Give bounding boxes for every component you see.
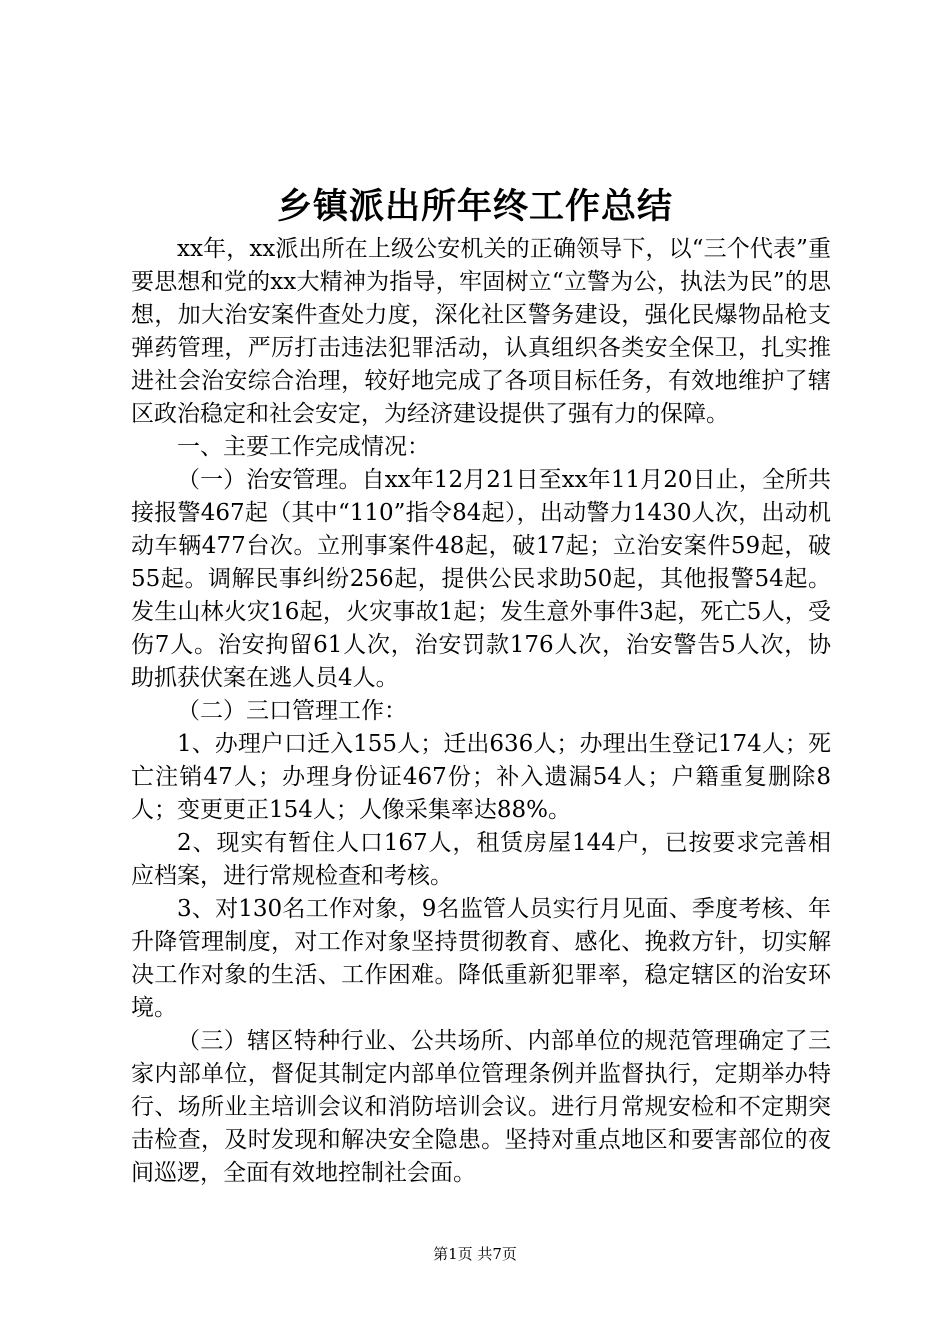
paragraph-supervision: 3、对130名工作对象，9名监管人员实行月见面、季度考核、年升降管理制度，对工作对象坚持贯彻教育、感化、挽救方针，切实解决工作对象的生活、工作困难。降低重新犯罪率，稳定辖区的治安环境。 — [131, 896, 831, 1021]
paragraph-household-registration: 1、办理户口迁入155人；迁出636人；办理出生登记174人；死亡注销47人；办理身份证467份；补入遗漏54人；户籍重复删除8人；变更更正154人；人像采集率达88%。 — [131, 731, 831, 823]
paragraph-public-security: （一）治安管理。自xx年12月21日至xx年11月20日止，全所共接报警467起（其中“110”指令84起），出动警力1430人次，出动机动车辆477台次。立刑事案件48起，破17起；立治安案件59起，破55起。调解民事纠纷256起，提供公民求助50起，其他报警54起。发生山林火灾16起，火灾事故1起；发生意外事件3起，死亡5人，受伤7人。治安拘留61人次，治安罚款176人次，治安警告5人次，协助抓获伏案在逃人员4人。 — [131, 467, 831, 691]
document-body — [131, 233, 831, 1190]
document-title: 乡镇派出所年终工作总结 — [276, 186, 673, 227]
paragraph-intro: xx年，xx派出所在上级公安机关的正确领导下，以“三个代表”重要思想和党的xx大精神为指导，牢固树立“立警为公，执法为民”的思想，加大治安案件查处力度，深化社区警务建设，强化民爆物品枪支弹药管理，严厉打击违法犯罪活动，认真组织各类安全保卫，扎实推进社会治安综合治理，较好地完成了各项目标任务，有效地维护了辖区政治稳定和社会安定，为经济建设提供了强有力的保障。 — [131, 236, 831, 427]
section-heading-main-work: 一、主要工作完成情况： — [177, 434, 430, 460]
page-number-footer: 第1页 共7页 — [433, 1245, 517, 1263]
paragraph-temporary-residents: 2、现实有暂住人口167人，租赁房屋144户，已按要求完善相应档案，进行常规检查和考核。 — [131, 830, 831, 889]
paragraph-special-industries: （三）辖区特种行业、公共场所、内部单位的规范管理确定了三家内部单位，督促其制定内部单位管理条例并监督执行，定期举办特行、场所业主培训会议和消防培训会议。进行月常规安检和不定期突击检查，及时发现和解决安全隐患。坚持对重点地区和要害部位的夜间巡逻，全面有效地控制社会面。 — [131, 1028, 831, 1186]
section-heading-three-ports: （二）三口管理工作： — [177, 698, 407, 724]
